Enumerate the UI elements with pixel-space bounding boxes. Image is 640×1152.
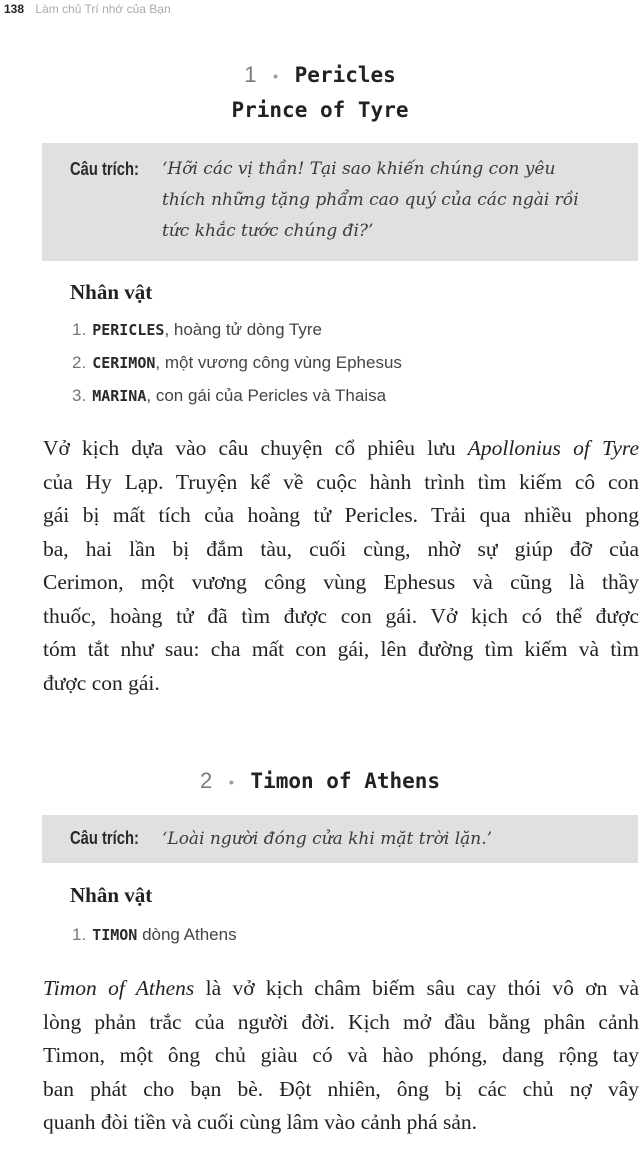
bullet-separator: • (273, 67, 278, 84)
section-1-subtitle: Prince of Tyre (231, 98, 409, 122)
paragraph-line (43, 972, 639, 1006)
quote-text (162, 824, 612, 855)
paragraph-line: thuốc, hoàng tử đã tìm được con gái. Vở kịch có thể được (43, 603, 639, 628)
section-2-title-text: Timon of Athens (250, 769, 441, 793)
character-desc: dòng Athens (137, 925, 237, 944)
section-1-title-line1: Pericles (294, 63, 396, 87)
paragraph-line: lòng phản trắc của người đời. Kịch mở đầu bằng phân cảnh (43, 1009, 639, 1034)
section-1-number: 1 (244, 62, 257, 87)
characters-heading: Nhân vật (70, 883, 153, 907)
characters-heading: Nhân vật (70, 280, 153, 304)
quote-line: ‘Hỡi các vị thần! Tại sao khiến chúng con yêu (162, 159, 556, 179)
character-desc: , một vương công vùng Ephesus (155, 353, 402, 372)
list-index: 1. (72, 320, 87, 339)
quote-line: tức khắc tước chúng đi?’ (162, 221, 374, 241)
list-index: 2. (72, 353, 87, 372)
page-header (4, 2, 171, 16)
list-item (72, 918, 237, 951)
character-name: CERIMON (92, 354, 156, 372)
quote-label: Câu trích: (70, 159, 139, 179)
paragraph-text: Vở kịch dựa vào câu chuyện cổ phiêu lưu (43, 436, 468, 460)
paragraph-line: tóm tắt như sau: cha mất con gái, lên đường tìm kiếm và tìm (43, 637, 639, 661)
paragraph-line: Cerimon, một vương công vùng Ephesus và cũng là thầy (43, 570, 639, 594)
page-number: 138 (4, 2, 25, 16)
section-2-number: 2 (199, 768, 213, 793)
paragraph-text: là vở kịch châm biếm sâu cay thói vô ơn và (194, 976, 639, 1000)
paragraph-line: được con gái. (43, 670, 160, 695)
quote-line: thích những tặng phẩm cao quý của các ngài rồi (162, 190, 579, 210)
character-list (72, 918, 237, 951)
work-title: Apollonius of Tyre (467, 436, 639, 460)
work-title: Timon of Athens (43, 976, 195, 1000)
character-name: PERICLES (92, 321, 165, 339)
section-1-title (0, 56, 640, 95)
list-item (72, 313, 402, 346)
paragraph-line: ba, hai lần bị đắm tàu, cuối cùng, nhờ sự giúp đỡ của (43, 536, 639, 561)
paragraph-line: Timon, một ông chủ giàu có và hào phóng, dang rộng tay (43, 1043, 639, 1067)
body-paragraph-2 (43, 972, 639, 1140)
bullet-separator: • (228, 773, 234, 790)
quote-text (162, 154, 612, 247)
list-index: 1. (72, 925, 87, 944)
character-list (72, 313, 402, 412)
section-2-title (0, 762, 640, 801)
quote-box-2 (42, 815, 638, 863)
paragraph-line: quanh đòi tiền và cuối cùng lâm vào cảnh phá sản. (43, 1110, 478, 1134)
character-name: TIMON (92, 926, 138, 944)
quote-box-1 (42, 143, 638, 261)
paragraph-line (43, 432, 639, 466)
running-title: Làm chủ Trí nhớ của Bạn (35, 2, 171, 16)
paragraph-line: ban phát cho bạn bè. Đột nhiên, ông bị các chủ nợ vây (43, 1076, 639, 1101)
quote-label: Câu trích: (70, 828, 139, 848)
list-item (72, 379, 402, 412)
paragraph-line: của Hy Lạp. Truyện kể về cuộc hành trình tìm kiếm cô con (43, 469, 639, 494)
quote-line: ‘Loài người đóng cửa khi mặt trời lặn.’ (162, 829, 493, 849)
character-name: MARINA (92, 387, 147, 405)
list-index: 3. (72, 386, 87, 405)
character-desc: , con gái của Pericles và Thaisa (146, 386, 387, 405)
body-paragraph-1 (43, 432, 639, 700)
character-desc: , hoàng tử dòng Tyre (164, 320, 323, 339)
list-item (72, 346, 402, 379)
paragraph-line: gái bị mất tích của hoàng tử Pericles. Trải qua nhiều phong (43, 503, 639, 527)
